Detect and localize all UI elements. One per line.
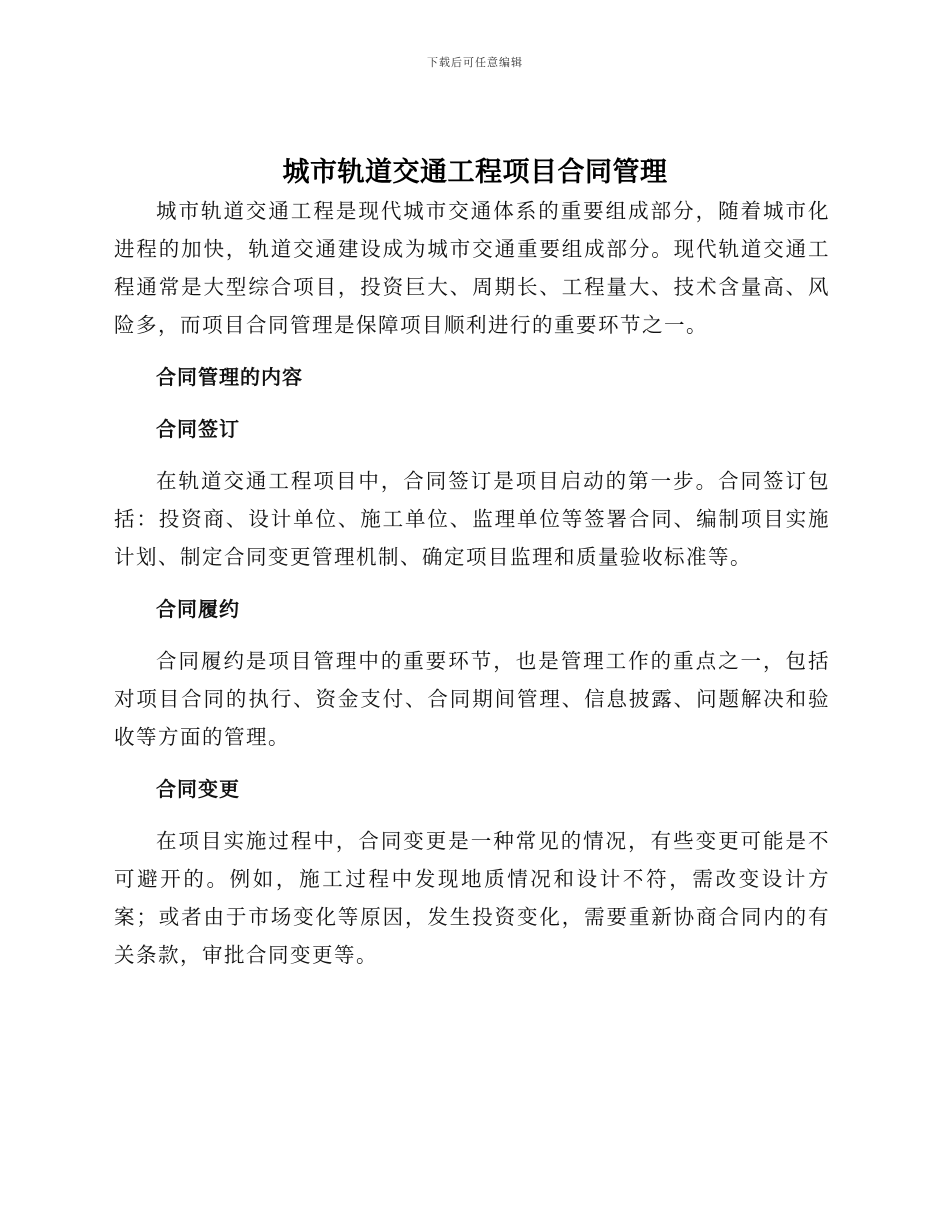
document-body — [114, 192, 830, 974]
page-title: 城市轨道交通工程项目合同管理 — [282, 157, 668, 188]
section-paragraph-contract-performance: 合同履约是项目管理中的重要环节，也是管理工作的重点之一，包括对项目合同的执行、资金支付、合同期间管理、信息披露、问题解决和验收等方面的管理。 — [114, 649, 830, 749]
header-note: 下载后可任意编辑 — [427, 56, 523, 69]
section-heading-contract-signing: 合同签订 — [156, 417, 240, 441]
section-paragraph-contract-signing: 在轨道交通工程项目中，合同签订是项目启动的第一步。合同签订包括：投资商、设计单位、施工单位、监理单位等签署合同、编制项目实施计划、制定合同变更管理机制、确定项目监理和质量验收标准等。 — [114, 469, 830, 569]
section-heading-contract-management: 合同管理的内容 — [156, 365, 303, 389]
section-heading-contract-performance: 合同履约 — [156, 597, 240, 621]
section-heading-contract-change: 合同变更 — [156, 777, 240, 801]
intro-paragraph: 城市轨道交通工程是现代城市交通体系的重要组成部分，随着城市化进程的加快，轨道交通建设成为城市交通重要组成部分。现代轨道交通工程通常是大型综合项目，投资巨大、周期长、工程量大、技术含量高、风险多，而项目合同管理是保障项目顺利进行的重要环节之一。 — [114, 199, 830, 337]
section-paragraph-contract-change: 在项目实施过程中，合同变更是一种常见的情况，有些变更可能是不可避开的。例如，施工过程中发现地质情况和设计不符，需改变设计方案；或者由于市场变化等原因，发生投资变化，需要重新协商合同内的有关条款，审批合同变更等。 — [114, 829, 830, 967]
